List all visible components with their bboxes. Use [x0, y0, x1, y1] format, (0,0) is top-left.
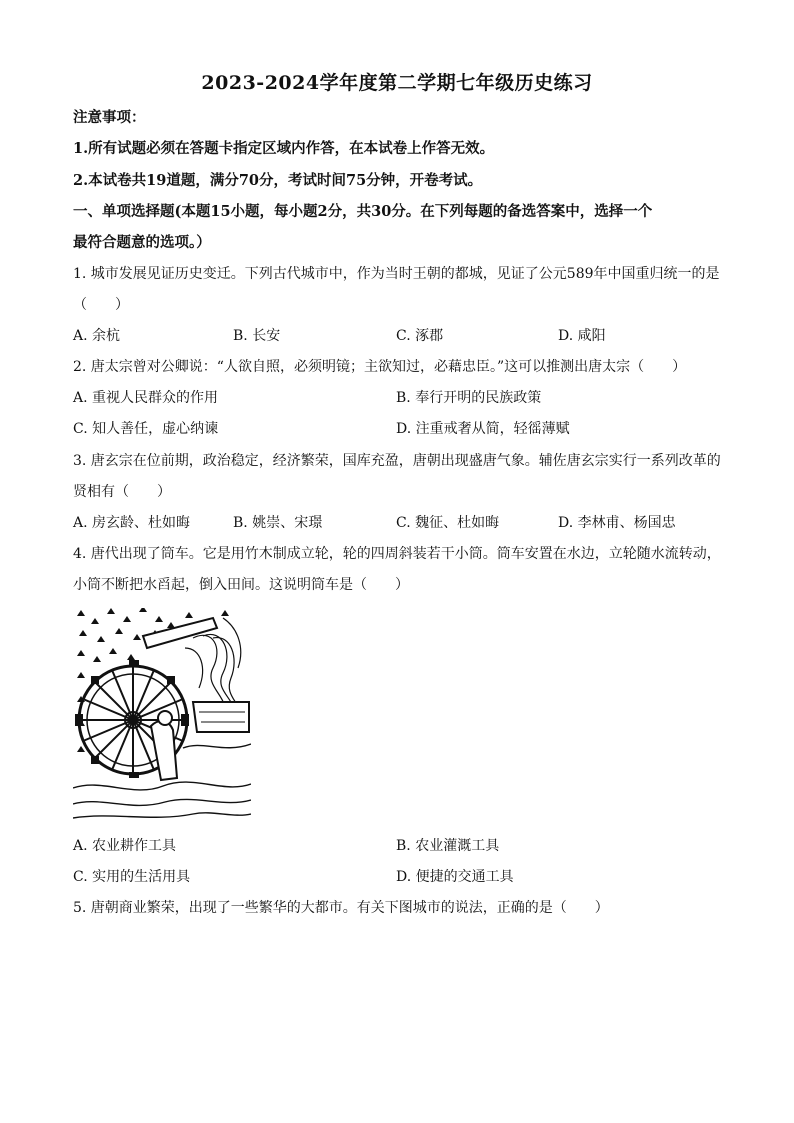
question-1-option-b[interactable]: B. 长安: [233, 328, 281, 344]
question-2-option-a[interactable]: A. 重视人民群众的作用: [73, 390, 219, 406]
question-2-option-d[interactable]: D. 注重戒奢从简，轻徭薄赋: [396, 421, 570, 437]
question-3-stem: 3. 唐玄宗在位前期，政治稳定，经济繁荣，国库充盈，唐朝出现盛唐气象。辅佐唐玄宗实行一系列改革的: [73, 453, 721, 469]
question-2-option-c[interactable]: C. 知人善任，虚心纳谏: [73, 421, 219, 437]
question-4-option-b[interactable]: B. 农业灌溉工具: [396, 838, 500, 854]
question-2-option-b[interactable]: B. 奉行开明的民族政策: [396, 390, 542, 406]
notice-item-2: 2.本试卷共19道题，满分70分，考试时间75分钟，开卷考试。: [73, 172, 483, 189]
question-4-stem-cont: 小筒不断把水舀起，倒入田间。这说明筒车是（ ）: [73, 577, 409, 593]
question-4-stem: 4. 唐代出现了筒车。它是用竹木制成立轮，轮的四周斜装若干小筒。筒车安置在水边，立轮随水流转动，: [73, 546, 721, 562]
question-4-option-a[interactable]: A. 农业耕作工具: [73, 838, 177, 854]
question-1-stem: 1. 城市发展见证历史变迁。下列古代城市中，作为当时王朝的都城，见证了公元589年中国重归统一的是: [73, 266, 720, 282]
question-3-option-b[interactable]: B. 姚崇、宋璟: [233, 515, 323, 531]
question-4-option-c[interactable]: C. 实用的生活用具: [73, 869, 191, 885]
question-2-stem: 2. 唐太宗曾对公卿说：“人欲自照，必须明镜；主欲知过，必藉忠臣。”这可以推测出唐太宗（ ）: [73, 359, 687, 375]
question-3-stem-cont: 贤相有（ ）: [73, 484, 171, 500]
question-1-option-d[interactable]: D. 咸阳: [558, 328, 606, 344]
notice-heading: 注意事项：: [73, 109, 146, 126]
question-3-option-d[interactable]: D. 李林甫、杨国忠: [558, 515, 676, 531]
section-heading-line-2: 最符合题意的选项。）: [73, 234, 211, 251]
page-title: 2023-2024学年度第二学期七年级历史练习: [201, 72, 593, 94]
question-5-stem: 5. 唐朝商业繁荣，出现了一些繁华的大都市。有关下图城市的说法，正确的是（ ）: [73, 900, 609, 916]
water-wheel-illustration: [73, 608, 251, 822]
question-4-option-d[interactable]: D. 便捷的交通工具: [396, 869, 514, 885]
question-1-stem-cont: （ ）: [73, 297, 129, 313]
question-3-option-c[interactable]: C. 魏征、杜如晦: [396, 515, 500, 531]
question-3-option-a[interactable]: A. 房玄龄、杜如晦: [73, 515, 191, 531]
question-1-option-a[interactable]: A. 余杭: [73, 328, 121, 344]
notice-item-1: 1.所有试题必须在答题卡指定区域内作答，在本试卷上作答无效。: [73, 140, 495, 157]
section-heading-line-1: 一、单项选择题(本题15小题，每小题2分，共30分。在下列每题的备选答案中，选择一个: [73, 203, 653, 220]
question-1-option-c[interactable]: C. 涿郡: [396, 328, 444, 344]
